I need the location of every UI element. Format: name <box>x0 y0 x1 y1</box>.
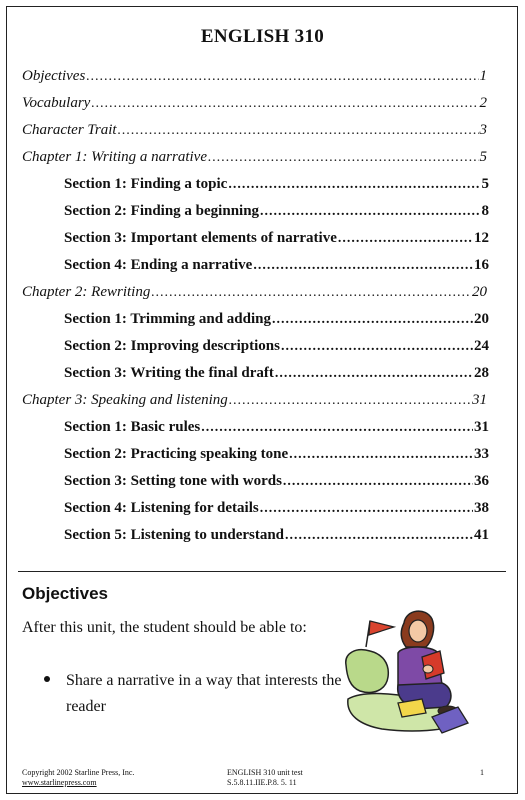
reading-student-illustration <box>342 607 482 742</box>
toc-label: Section 3: Writing the final draft <box>64 365 274 381</box>
toc-entry-ch3-section-3[interactable] <box>64 471 489 491</box>
toc-entry-chapter-2[interactable] <box>22 282 487 302</box>
toc-page-number: 1 <box>479 68 487 84</box>
toc-label: Section 5: Listening to understand <box>64 527 285 543</box>
toc-entry-ch1-section-2[interactable] <box>64 201 489 221</box>
toc-entry-ch1-section-1[interactable] <box>64 174 489 194</box>
toc-entry-ch3-section-1[interactable] <box>64 417 489 437</box>
toc-leader-dots <box>272 310 473 330</box>
toc-label: Character Trait <box>22 122 117 138</box>
toc-leader-dots <box>275 364 473 384</box>
toc-page-number: 5 <box>479 149 487 165</box>
toc-label: Vocabulary <box>22 95 91 111</box>
toc-leader-dots <box>151 283 471 303</box>
toc-leader-dots <box>338 229 473 249</box>
toc-leader-dots <box>91 94 478 114</box>
toc-page-number: 5 <box>481 176 489 192</box>
section-divider <box>18 571 506 572</box>
toc-entry-ch2-section-3[interactable] <box>64 363 489 383</box>
toc-leader-dots <box>201 418 473 438</box>
toc-page-number: 36 <box>474 473 489 489</box>
toc-label: Section 3: Important elements of narrative <box>64 230 337 246</box>
toc-label: Section 2: Practicing speaking tone <box>64 446 289 462</box>
bullet-icon <box>44 676 50 682</box>
toc-label: Section 3: Setting tone with words <box>64 473 282 489</box>
toc-label: Section 2: Improving descriptions <box>64 338 280 354</box>
toc-leader-dots <box>285 526 473 546</box>
toc-label: Chapter 2: Rewriting <box>22 284 151 300</box>
toc-page-number: 3 <box>479 122 487 138</box>
toc-label: Section 1: Basic rules <box>64 419 201 435</box>
toc-page-number: 16 <box>474 257 489 273</box>
toc-page-number: 12 <box>474 230 489 246</box>
page-title: ENGLISH 310 <box>200 26 325 47</box>
toc-entry-ch1-section-4[interactable] <box>64 255 489 275</box>
toc-entry-objectives[interactable] <box>22 66 487 86</box>
copyright-text: Copyright 2002 Starline Press, Inc. <box>22 768 135 777</box>
toc-leader-dots <box>86 67 478 87</box>
toc-leader-dots <box>289 445 473 465</box>
toc-leader-dots <box>208 148 479 168</box>
toc-entry-vocabulary[interactable] <box>22 93 487 113</box>
toc-label: Section 1: Finding a topic <box>64 176 228 192</box>
toc-page-number: 41 <box>474 527 489 543</box>
objectives-heading: Objectives <box>22 584 108 603</box>
toc-entry-character-trait[interactable] <box>22 120 487 140</box>
toc-page-number: 20 <box>472 284 487 300</box>
toc-leader-dots <box>260 499 473 519</box>
toc-leader-dots <box>118 121 479 141</box>
objectives-intro: After this unit, the student should be able to: <box>22 619 307 636</box>
toc-page-number: 38 <box>474 500 489 516</box>
toc-entry-chapter-1[interactable] <box>22 147 487 167</box>
toc-page-number: 33 <box>474 446 489 462</box>
toc-page-number: 31 <box>472 392 487 408</box>
footer-copyright-block <box>22 768 134 788</box>
toc-label: Chapter 3: Speaking and listening <box>22 392 228 408</box>
standards-code: S.5.8.11.IIE.P.8. 5. 11 <box>227 778 297 787</box>
toc-entry-chapter-3[interactable] <box>22 390 487 410</box>
toc-entry-ch1-section-3[interactable] <box>64 228 489 248</box>
toc-leader-dots <box>228 175 480 195</box>
toc-leader-dots <box>260 202 480 222</box>
toc-entry-ch3-section-2[interactable] <box>64 444 489 464</box>
toc-label: Section 4: Listening for details <box>64 500 259 516</box>
toc-entry-ch3-section-4[interactable] <box>64 498 489 518</box>
toc-label: Section 1: Trimming and adding <box>64 311 271 327</box>
toc-page-number: 28 <box>474 365 489 381</box>
toc-label: Section 4: Ending a narrative <box>64 257 253 273</box>
footer-unit-block <box>227 768 303 788</box>
toc-page-number: 2 <box>479 95 487 111</box>
website-link[interactable]: www.starlinepress.com <box>22 778 97 787</box>
toc-leader-dots <box>281 337 473 357</box>
toc-page-number: 24 <box>474 338 489 354</box>
toc-entry-ch2-section-2[interactable] <box>64 336 489 356</box>
objective-bullet: Share a narrative in a way that interests the reader <box>66 672 342 715</box>
toc-label: Section 2: Finding a beginning <box>64 203 260 219</box>
toc-leader-dots <box>229 391 471 411</box>
toc-page-number: 8 <box>481 203 489 219</box>
toc-entry-ch3-section-5[interactable] <box>64 525 489 545</box>
toc-leader-dots <box>283 472 473 492</box>
toc-label: Chapter 1: Writing a narrative <box>22 149 207 165</box>
toc-page-number: 20 <box>474 311 489 327</box>
page-number: 1 <box>480 768 484 777</box>
toc-label: Objectives <box>22 68 86 84</box>
toc-page-number: 31 <box>474 419 489 435</box>
toc-leader-dots <box>253 256 473 276</box>
unit-test-label: ENGLISH 310 unit test <box>227 768 303 777</box>
toc-entry-ch2-section-1[interactable] <box>64 309 489 329</box>
